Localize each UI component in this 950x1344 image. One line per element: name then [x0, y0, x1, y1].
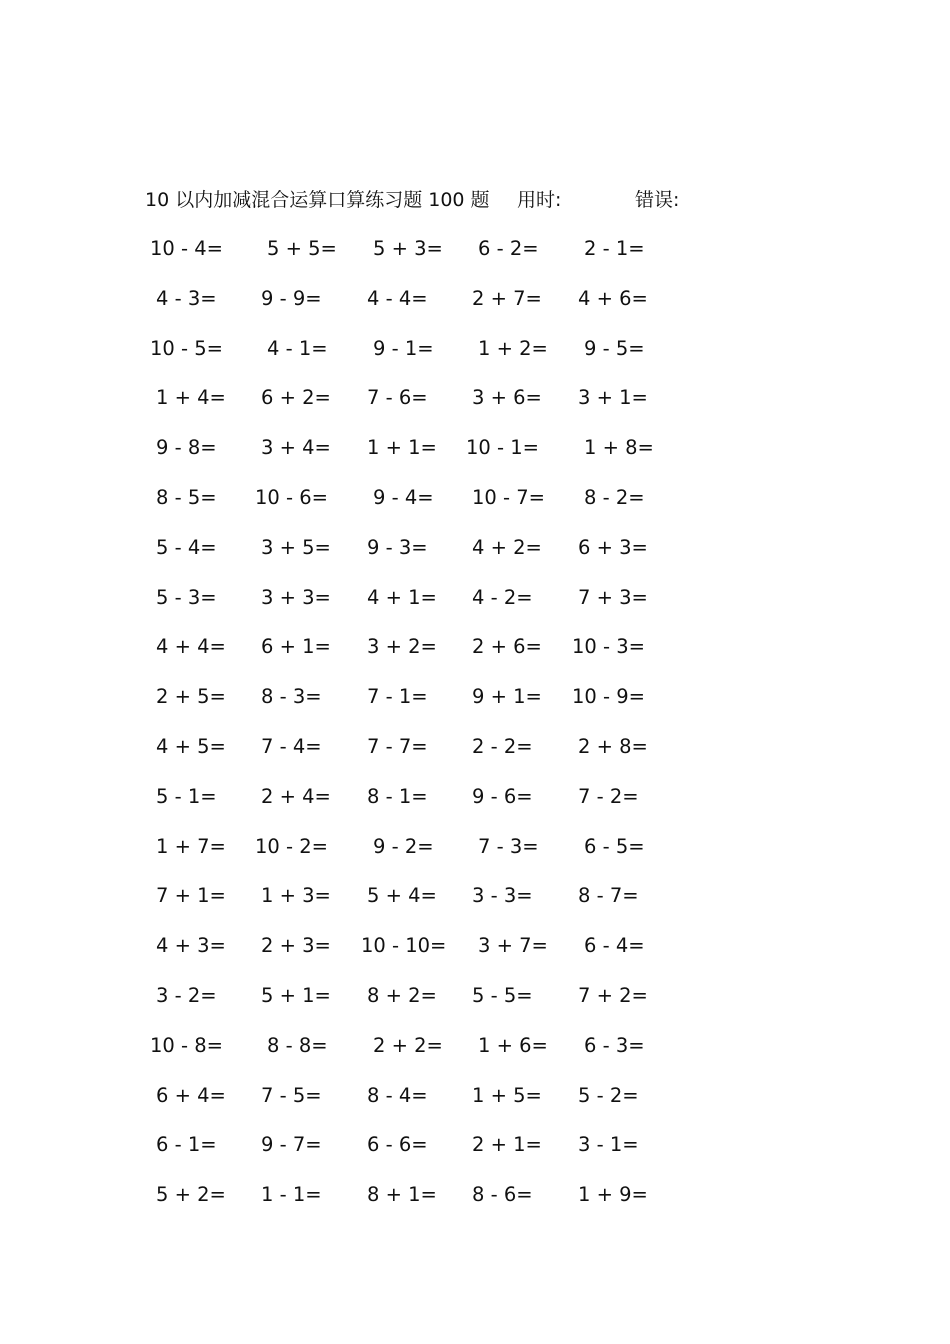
arithmetic-problem: 5 - 3=: [156, 585, 217, 609]
arithmetic-problem: 5 - 5=: [472, 983, 533, 1007]
arithmetic-problem: 9 - 1=: [373, 336, 434, 360]
errors-label: 错误:: [635, 189, 680, 211]
arithmetic-problem: 9 - 7=: [261, 1133, 322, 1157]
arithmetic-problem: 7 + 2=: [578, 983, 648, 1007]
arithmetic-problem: 1 + 9=: [578, 1183, 648, 1207]
arithmetic-problem: 6 + 4=: [156, 1083, 226, 1107]
arithmetic-problem: 1 + 2=: [478, 336, 548, 360]
arithmetic-problem: 8 - 3=: [261, 685, 322, 709]
problem-row: [0, 435, 950, 485]
arithmetic-problem: 7 - 4=: [261, 734, 322, 758]
arithmetic-problem: 6 + 2=: [261, 386, 331, 410]
arithmetic-problem: 4 + 5=: [156, 734, 226, 758]
arithmetic-problem: 7 - 2=: [578, 784, 639, 808]
arithmetic-problem: 1 + 5=: [472, 1083, 542, 1107]
arithmetic-problem: 2 + 5=: [156, 685, 226, 709]
arithmetic-problem: 6 - 2=: [478, 237, 539, 260]
worksheet-header: [145, 186, 679, 214]
arithmetic-problem: 6 - 3=: [584, 1033, 645, 1057]
arithmetic-problem: 10 - 7=: [472, 485, 545, 509]
arithmetic-problem: 10 - 2=: [255, 834, 328, 858]
arithmetic-problem: 1 + 1=: [367, 436, 437, 460]
arithmetic-problem: 8 - 4=: [367, 1083, 428, 1107]
arithmetic-problem: 4 - 4=: [367, 286, 428, 310]
problem-row: [0, 834, 950, 884]
arithmetic-problem: 10 - 6=: [255, 485, 328, 509]
problem-row: [0, 286, 950, 336]
arithmetic-problem: 2 - 1=: [584, 237, 645, 260]
arithmetic-problem: 9 - 5=: [584, 336, 645, 360]
problem-row: [0, 883, 950, 933]
problem-row: [0, 933, 950, 983]
arithmetic-problem: 8 - 8=: [267, 1033, 328, 1057]
arithmetic-problem: 6 + 3=: [578, 535, 648, 559]
arithmetic-problem: 3 + 3=: [261, 585, 331, 609]
arithmetic-problem: 9 - 6=: [472, 784, 533, 808]
arithmetic-problem: 8 - 2=: [584, 485, 645, 509]
arithmetic-problem: 10 - 10=: [361, 934, 447, 958]
problem-row: [0, 634, 950, 684]
problem-row: [0, 385, 950, 435]
problem-row: [0, 983, 950, 1033]
arithmetic-problem: 3 - 1=: [578, 1133, 639, 1157]
arithmetic-problem: 8 - 5=: [156, 485, 217, 509]
arithmetic-problem: 10 - 5=: [150, 336, 223, 360]
arithmetic-problem: 9 - 8=: [156, 436, 217, 460]
arithmetic-problem: 3 - 3=: [472, 884, 533, 908]
arithmetic-problem: 2 + 4=: [261, 784, 331, 808]
problem-row: [0, 336, 950, 386]
arithmetic-problem: 7 + 1=: [156, 884, 226, 908]
arithmetic-problem: 6 - 1=: [156, 1133, 217, 1157]
problem-row: [0, 1182, 950, 1232]
problem-row: [0, 535, 950, 585]
arithmetic-problem: 3 - 2=: [156, 983, 217, 1007]
arithmetic-problem: 1 + 4=: [156, 386, 226, 410]
arithmetic-problem: 5 + 2=: [156, 1183, 226, 1207]
arithmetic-problem: 5 - 1=: [156, 784, 217, 808]
arithmetic-problem: 3 + 2=: [367, 635, 437, 659]
arithmetic-problem: 4 - 2=: [472, 585, 533, 609]
arithmetic-problem: 1 + 7=: [156, 834, 226, 858]
arithmetic-problem: 10 - 3=: [572, 635, 645, 659]
arithmetic-problem: 8 - 6=: [472, 1183, 533, 1207]
arithmetic-problem: 7 - 3=: [478, 834, 539, 858]
arithmetic-problem: 4 - 1=: [267, 336, 328, 360]
arithmetic-problem: 6 - 4=: [584, 934, 645, 958]
arithmetic-problem: 10 - 8=: [150, 1033, 223, 1057]
arithmetic-problem: 7 - 5=: [261, 1083, 322, 1107]
time-used-label: 用时:: [517, 189, 562, 211]
arithmetic-problem: 2 + 3=: [261, 934, 331, 958]
arithmetic-problem: 3 + 7=: [478, 934, 548, 958]
problem-row: [0, 1033, 950, 1083]
arithmetic-problem: 10 - 9=: [572, 685, 645, 709]
arithmetic-problem: 7 - 7=: [367, 734, 428, 758]
arithmetic-problem: 10 - 4=: [150, 237, 223, 260]
arithmetic-problem: 6 + 1=: [261, 635, 331, 659]
arithmetic-problem: 6 - 5=: [584, 834, 645, 858]
arithmetic-problem: 1 - 1=: [261, 1183, 322, 1207]
arithmetic-problem: 8 - 1=: [367, 784, 428, 808]
arithmetic-problem: 2 - 2=: [472, 734, 533, 758]
arithmetic-problem: 3 + 1=: [578, 386, 648, 410]
problem-row: [0, 485, 950, 535]
arithmetic-problem: 3 + 5=: [261, 535, 331, 559]
problem-row: [0, 1083, 950, 1133]
arithmetic-problem: 3 + 6=: [472, 386, 542, 410]
arithmetic-problem: 1 + 8=: [584, 436, 654, 460]
arithmetic-problem: 10 - 1=: [466, 436, 539, 460]
arithmetic-problem: 7 - 1=: [367, 685, 428, 709]
arithmetic-problem: 8 + 1=: [367, 1183, 437, 1207]
arithmetic-problem: 9 - 4=: [373, 485, 434, 509]
arithmetic-problem: 2 + 7=: [472, 286, 542, 310]
arithmetic-problem: 5 + 4=: [367, 884, 437, 908]
arithmetic-problem: 4 + 1=: [367, 585, 437, 609]
arithmetic-problem: 9 - 3=: [367, 535, 428, 559]
arithmetic-problem: 5 - 4=: [156, 535, 217, 559]
arithmetic-problem: 8 + 2=: [367, 983, 437, 1007]
arithmetic-problem: 9 + 1=: [472, 685, 542, 709]
arithmetic-problem: 4 + 3=: [156, 934, 226, 958]
arithmetic-problem: 2 + 1=: [472, 1133, 542, 1157]
arithmetic-problem: 6 - 6=: [367, 1133, 428, 1157]
arithmetic-problem: 1 + 6=: [478, 1033, 548, 1057]
arithmetic-problem: 9 - 2=: [373, 834, 434, 858]
arithmetic-problem: 5 + 3=: [373, 237, 443, 260]
problem-row: [0, 236, 950, 286]
arithmetic-problem: 2 + 6=: [472, 635, 542, 659]
arithmetic-problem: 9 - 9=: [261, 286, 322, 310]
problem-grid: [0, 236, 950, 1232]
arithmetic-problem: 7 + 3=: [578, 585, 648, 609]
problem-row: [0, 684, 950, 734]
problem-row: [0, 734, 950, 784]
arithmetic-problem: 4 - 3=: [156, 286, 217, 310]
problem-row: [0, 585, 950, 635]
problem-row: [0, 784, 950, 834]
arithmetic-problem: 5 - 2=: [578, 1083, 639, 1107]
worksheet-title: 10 以内加减混合运算口算练习题 100 题: [145, 189, 490, 211]
arithmetic-problem: 4 + 6=: [578, 286, 648, 310]
arithmetic-problem: 7 - 6=: [367, 386, 428, 410]
arithmetic-problem: 3 + 4=: [261, 436, 331, 460]
arithmetic-problem: 5 + 5=: [267, 237, 337, 260]
arithmetic-problem: 8 - 7=: [578, 884, 639, 908]
arithmetic-problem: 5 + 1=: [261, 983, 331, 1007]
arithmetic-problem: 4 + 2=: [472, 535, 542, 559]
arithmetic-problem: 1 + 3=: [261, 884, 331, 908]
arithmetic-problem: 4 + 4=: [156, 635, 226, 659]
arithmetic-problem: 2 + 8=: [578, 734, 648, 758]
problem-row: [0, 1132, 950, 1182]
arithmetic-problem: 2 + 2=: [373, 1033, 443, 1057]
